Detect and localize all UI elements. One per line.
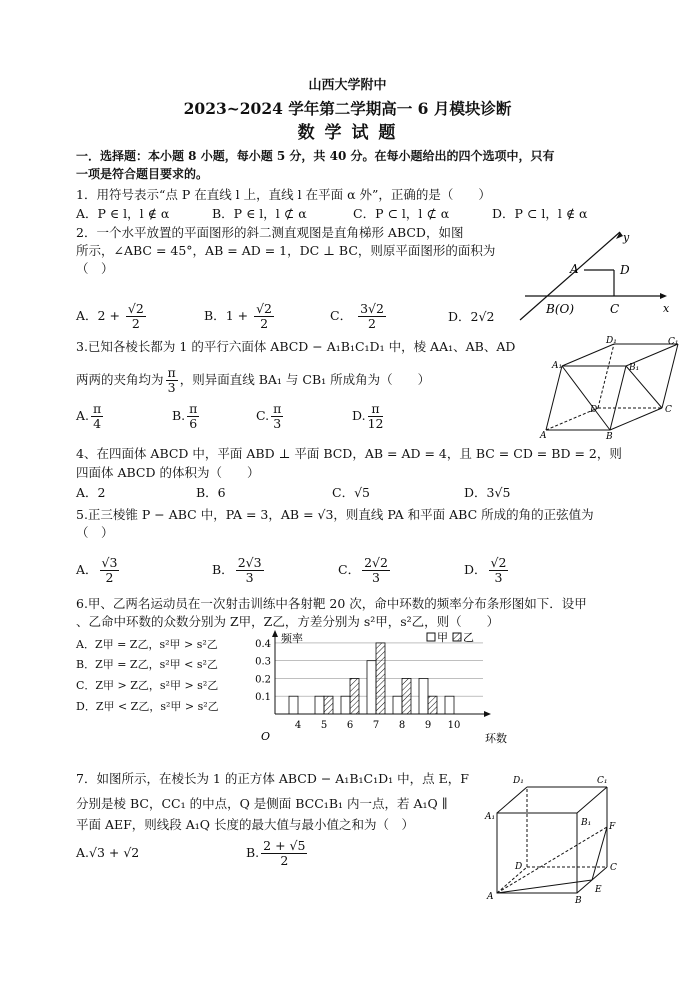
q2-option-a-int: 2 + bbox=[97, 308, 120, 323]
chart-y-tick-label: 0.1 bbox=[255, 692, 271, 704]
section-instruction-line2: 一项是符合题目要求的。 bbox=[76, 167, 209, 181]
q3-stem-line2a: 两两的夹角均为 bbox=[76, 372, 164, 387]
q6-option-d[interactable]: D．Z甲 < Z乙，s²甲 > s²乙 bbox=[76, 700, 219, 713]
q2-option-c[interactable] bbox=[330, 302, 388, 331]
q3-label-c1: C₁ bbox=[668, 337, 679, 347]
chart-x-tick-label: 4 bbox=[294, 720, 302, 731]
q2-option-d-value: 2√2 bbox=[470, 309, 495, 324]
q3-option-c-label: C. bbox=[256, 408, 270, 423]
q7-label-d1: D₁ bbox=[513, 776, 524, 786]
q4-option-a[interactable]: A．2 bbox=[76, 485, 106, 500]
chart-x-tick-label: 10 bbox=[447, 720, 461, 731]
chart-bar-jia-4 bbox=[289, 696, 298, 714]
q5-stem-line1: 5.正三棱锥 P − ABC 中，PA = 3，AB = √3，则直线 PA 和平面 ABC 所成的角的正弦值为 bbox=[76, 507, 594, 522]
q7-segment-ef bbox=[592, 827, 607, 880]
chart-bar-jia-9 bbox=[419, 678, 428, 714]
q6-stem-line2: 、乙命中环数的众数分别为 Z甲，Z乙，方差分别为 s²甲，s²乙，则（ ） bbox=[76, 614, 500, 629]
chart-y-arrow bbox=[272, 630, 278, 637]
q2-label-c: C bbox=[610, 302, 620, 316]
q1-option-c[interactable]: C．P ⊂ l，l ⊄ α bbox=[353, 206, 450, 221]
q7-label-b1: B₁ bbox=[581, 818, 592, 828]
q2-option-b-frac: $\frac{√2}{2}$ bbox=[256, 301, 272, 331]
chart-bar-jia-6 bbox=[341, 696, 350, 714]
q7-option-b-frac: $\frac{2 + √5}{2}$ bbox=[263, 838, 306, 868]
q2-y-arrow bbox=[616, 232, 623, 239]
chart-x-tick-label: 9 bbox=[424, 720, 432, 731]
subject-title: 数 学 试 题 bbox=[297, 123, 398, 143]
legend-swatch-yi bbox=[453, 633, 461, 641]
q3-edge-aa1 bbox=[546, 366, 562, 430]
q7-label-a: A bbox=[487, 892, 494, 902]
q3-stem-line2b: ，则异面直线 BA₁ 与 CB₁ 所成角为（ ） bbox=[179, 372, 431, 387]
q2-option-b-int: 1 + bbox=[225, 308, 249, 323]
q2-option-b-label: B． bbox=[204, 308, 226, 323]
q2-label-a: A bbox=[570, 262, 579, 276]
q3-stem-line1: 3.已知各棱长都为 1 的平行六面体 ABCD − A₁B₁C₁D₁ 中，棱 AA₁、AB、AD bbox=[76, 339, 516, 354]
q3-label-b: B bbox=[606, 432, 613, 442]
q2-option-c-label: C． bbox=[330, 308, 353, 323]
legend-label-jia: 甲 bbox=[437, 631, 448, 644]
q6-option-c[interactable]: C．Z甲 > Z乙，s²甲 > s²乙 bbox=[76, 679, 219, 692]
q2-option-a[interactable] bbox=[76, 302, 148, 331]
q3-stem-line2 bbox=[76, 366, 430, 395]
q2-label-b: B(O) bbox=[546, 302, 575, 316]
q5-option-d[interactable] bbox=[464, 556, 510, 585]
frequency-bar-chart bbox=[255, 628, 515, 748]
chart-x-tick-label: 6 bbox=[346, 720, 354, 731]
q5-option-c-label: C． bbox=[338, 562, 361, 577]
q2-option-d[interactable] bbox=[448, 309, 494, 325]
chart-bar-jia-7 bbox=[367, 661, 376, 714]
q3-angle-frac: $\frac{\pi}{3}$ bbox=[167, 365, 176, 395]
q3-parallelepiped-figure bbox=[540, 336, 680, 442]
q4-option-c[interactable]: C．√5 bbox=[332, 485, 370, 500]
q7-label-d: D bbox=[515, 862, 523, 872]
chart-xlabel: 环数 bbox=[485, 732, 507, 745]
legend-label-yi: 乙 bbox=[463, 631, 474, 644]
q2-stem-line1: 2．一个水平放置的平面图形的斜二测直观图是直角梯形 ABCD，如图 bbox=[76, 225, 464, 240]
q5-option-b[interactable] bbox=[212, 556, 266, 585]
q2-x-arrow bbox=[660, 293, 667, 299]
q7-label-c1: C₁ bbox=[597, 776, 608, 786]
q7-segment-ae bbox=[497, 880, 592, 893]
q5-stem-line2: （ ） bbox=[76, 525, 114, 540]
chart-legend bbox=[427, 631, 474, 644]
q7-label-c: C bbox=[610, 863, 617, 873]
q3-option-d-frac: $\frac{\pi}{12}$ bbox=[367, 401, 384, 431]
chart-bar-jia-10 bbox=[445, 696, 454, 714]
q5-option-c-frac: $\frac{2√2}{3}$ bbox=[364, 555, 388, 585]
q2-label-x: x bbox=[663, 302, 670, 315]
q3-label-c: C bbox=[665, 405, 672, 415]
q4-stem-line1: 4、在四面体 ABCD 中，平面 ABD ⊥ 平面 BCD，AB = AD = 4，且 BC = CD = BD = 2，则 bbox=[76, 446, 622, 461]
q7-label-a1: A₁ bbox=[485, 812, 496, 822]
q1-option-a[interactable]: A．P ∈ l，l ∉ α bbox=[76, 206, 170, 221]
q3-edge-bb1 bbox=[610, 366, 626, 430]
q7-option-b-label: B. bbox=[246, 845, 260, 860]
q7-option-b[interactable] bbox=[246, 839, 309, 868]
q3-option-d-label: D. bbox=[352, 408, 366, 423]
chart-ylabel: 频率 bbox=[281, 632, 303, 645]
q3-option-a-label: A. bbox=[76, 408, 90, 423]
q3-edge-a1d1 bbox=[562, 344, 614, 366]
q4-stem-line2: 四面体 ABCD 的体积为（ ） bbox=[76, 465, 260, 480]
q1-stem: 1．用符号表示“点 P 在直线 l 上，直线 l 在平面 α 外”，正确的是（ ） bbox=[76, 187, 491, 202]
section-instruction-line1: 一．选择题：本小题 8 小题，每小题 5 分，共 40 分。在每小题给出的四个选项中，只有 bbox=[76, 149, 555, 163]
q7-stem-line3: 平面 AEF，则线段 A₁Q 长度的最大值与最小值之和为（ ） bbox=[76, 817, 415, 832]
chart-bar-yi-5 bbox=[324, 696, 333, 714]
q1-option-b[interactable]: B．P ∈ l，l ⊄ α bbox=[212, 206, 307, 221]
q7-label-e: E bbox=[595, 885, 602, 895]
q7-stem-line2: 分别是棱 BC，CC₁ 的中点，Q 是侧面 BCC₁B₁ 内一点，若 A₁Q ∥ bbox=[76, 796, 448, 811]
q2-option-a-label: A． bbox=[76, 308, 98, 323]
chart-bar-jia-5 bbox=[315, 696, 324, 714]
q4-option-b[interactable]: B．6 bbox=[196, 485, 226, 500]
chart-x-tick-label: 7 bbox=[372, 720, 380, 731]
chart-origin-label: O bbox=[261, 730, 271, 743]
q2-stem-line3: （ ） bbox=[76, 261, 114, 276]
q2-option-b[interactable] bbox=[204, 302, 276, 331]
chart-x-tick-label: 8 bbox=[398, 720, 406, 731]
q2-option-a-frac: $\frac{√2}{2}$ bbox=[127, 301, 144, 331]
chart-bar-jia-8 bbox=[393, 696, 402, 714]
q2-label-y: y bbox=[623, 231, 630, 244]
q2-trapezoid-figure bbox=[520, 232, 670, 327]
q6-option-b[interactable]: B．Z甲 = Z乙，s²甲 < s²乙 bbox=[76, 658, 218, 671]
chart-x-tick-label: 5 bbox=[320, 720, 328, 731]
q6-stem-line1: 6.甲、乙两名运动员在一次射击训练中各射靶 20 次，命中环数的频率分布条形图如下．设甲 bbox=[76, 596, 587, 611]
q2-label-d: D bbox=[620, 263, 630, 277]
q7-stem-line1: 7．如图所示，在棱长为 1 的正方体 ABCD − A₁B₁C₁D₁ 中，点 E，F bbox=[76, 771, 469, 786]
q7-option-a[interactable]: A.√3 + √2 bbox=[76, 845, 140, 860]
q5-option-c[interactable] bbox=[338, 556, 392, 585]
q3-option-c-frac: $\frac{\pi}{3}$ bbox=[273, 401, 282, 431]
chart-y-tick-label: 0.3 bbox=[255, 656, 271, 668]
q3-label-b1: B₁ bbox=[629, 363, 640, 373]
q3-option-c[interactable] bbox=[256, 402, 285, 431]
q3-label-a1: A₁ bbox=[552, 361, 563, 371]
q5-option-d-frac: $\frac{√2}{3}$ bbox=[490, 555, 507, 585]
q3-option-b[interactable] bbox=[172, 402, 201, 431]
chart-y-tick-label: 0.4 bbox=[255, 638, 271, 650]
school-name: 山西大学附中 bbox=[308, 78, 387, 93]
q2-stem-line2: 所示，∠ABC = 45°，AB = AD = 1，DC ⊥ BC，则原平面图形的面积为 bbox=[76, 243, 496, 258]
q7-segment-af bbox=[497, 827, 607, 893]
q5-option-b-frac: $\frac{2√3}{3}$ bbox=[237, 555, 262, 585]
q4-option-d[interactable]: D．3√5 bbox=[464, 485, 511, 500]
legend-swatch-jia bbox=[427, 633, 435, 641]
chart-bar-yi-9 bbox=[428, 696, 437, 714]
q3-option-b-label: B. bbox=[172, 408, 186, 423]
q7-label-f: F bbox=[609, 822, 616, 832]
q3-label-d1: D₁ bbox=[606, 336, 617, 346]
q5-option-d-label: D． bbox=[464, 562, 487, 577]
q7-edge-a1d1 bbox=[497, 787, 527, 813]
chart-bar-yi-8 bbox=[402, 678, 411, 714]
q3-option-a[interactable] bbox=[76, 402, 105, 431]
q3-label-d: D bbox=[590, 405, 598, 415]
chart-bar-yi-7 bbox=[376, 643, 385, 714]
q7-cube-figure bbox=[485, 775, 625, 906]
exam-title: 2023~2024 学年第二学期高一 6 月模块诊断 bbox=[183, 99, 512, 118]
q3-option-b-frac: $\frac{\pi}{6}$ bbox=[189, 401, 198, 431]
q7-front-face bbox=[497, 813, 577, 893]
q6-option-a[interactable]: A．Z甲 = Z乙，s²甲 > s²乙 bbox=[76, 638, 218, 651]
q2-option-c-frac: $\frac{3√2}{2}$ bbox=[360, 301, 384, 331]
q5-option-a-label: A． bbox=[76, 562, 98, 577]
chart-y-tick-label: 0.2 bbox=[255, 674, 271, 686]
q3-option-a-frac: $\frac{\pi}{4}$ bbox=[93, 401, 102, 431]
q7-label-b: B bbox=[575, 896, 582, 906]
q3-edge-cc1 bbox=[662, 344, 678, 408]
q3-edge-bc bbox=[610, 408, 662, 430]
q5-option-a-frac: $\frac{√3}{2}$ bbox=[101, 555, 118, 585]
q2-option-d-label: D． bbox=[448, 309, 471, 324]
chart-x-arrow bbox=[484, 711, 491, 717]
q7-edge-b1c1 bbox=[577, 787, 607, 813]
chart-bar-yi-6 bbox=[350, 678, 359, 714]
q3-label-a: A bbox=[540, 431, 547, 441]
q5-option-b-label: B． bbox=[212, 562, 234, 577]
q1-option-d[interactable]: D．P ⊂ l，l ∉ α bbox=[492, 206, 588, 221]
q5-option-a[interactable] bbox=[76, 556, 121, 585]
q3-option-d[interactable] bbox=[352, 402, 385, 431]
q3-edge-dd1 bbox=[598, 344, 614, 408]
